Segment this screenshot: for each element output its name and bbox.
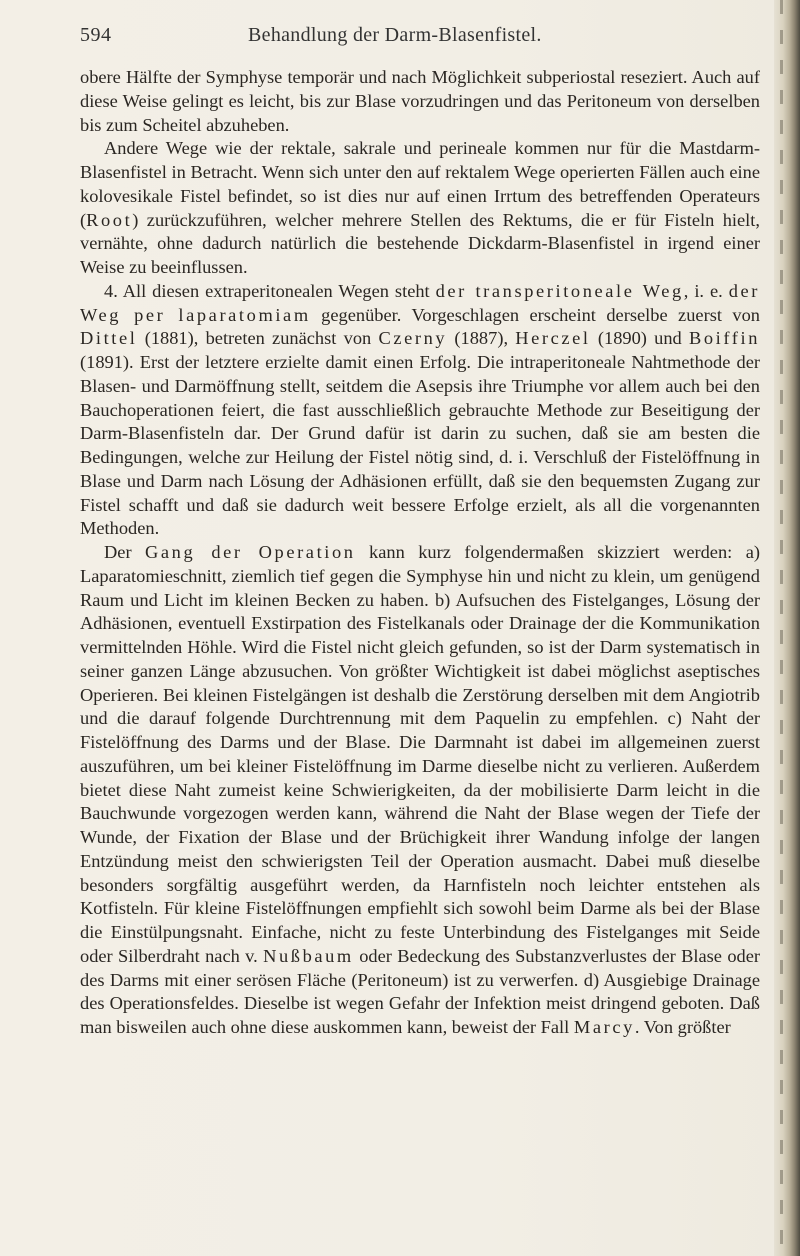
text-run: Der [104, 542, 146, 562]
page-number: 594 [80, 24, 112, 46]
spaced-name: Boiffin [689, 328, 760, 349]
text-run: (1890) und [590, 328, 689, 349]
text-run: (1881), betreten zunächst von [137, 328, 379, 349]
text-run: obere Hälfte der Symphyse temporär und nach Möglichkeit subperiostal reseziert. Auch auf diese Weise gelingt es leicht, bis zur Blase vorzudringen und das Peritoneum von derselben bis zum Scheitel abzuheben. [80, 67, 760, 135]
paragraph-1 [80, 66, 760, 137]
text-run: oder Bedeckung des Substanzverlustes der Blase oder des Darms mit einer serösen Fläche (Peritoneum) ist zu verwerfen. d) Ausgiebige Drainage des Operationsfeldes. Dieselbe ist wegen Gefahr der Infektion meist dringend geboten. Daß man bisweilen auch ohne diese auskommen kann, beweist der Fall [80, 945, 760, 1037]
running-head: Behandlung der Darm-Blasenfistel. [248, 24, 542, 46]
spaced-name: Dittel [80, 328, 138, 349]
text-run: kann kurz folgendermaßen skizziert werden: a) Laparatomieschnitt, ziemlich tief gegen die Symphyse hin und nicht zu klein, um genügend Raum und Licht im kleinen Becken zu haben. b) Aufsuchen des Fistelganges, Lösung der Adhäsionen, eventuell Exstirpation des Fistelkanals oder Drainage der die Kommunikation vermittelnden Höhle. Wird die Fistel nicht gleich gefunden, so ist der Darm systematisch in seiner ganzen Länge abzusuchen. Von größter Wichtigkeit ist dabei möglichst aseptisches Operieren. Bei kleinen Fistelgängen ist deshalb die Zerstörung derselben mit dem Angiotrib und die darauf folgende Durchtrennung mit dem Paquelin zu empfehlen. c) Naht der Fistelöffnung des Darms und der Blase. Die Darmnaht ist dabei im allgemeinen zuerst auszuführen, um bei kleiner Fistelöffnung im Darme dieselbe nicht zu verlieren. Außerdem bietet diese Naht zumeist keine Schwierigkeiten, da der mobilisierte Darm leicht in die Bauchwunde vorgezogen werden kann, während die Naht der Blase wegen der Tiefe der Wunde, der Fixation der Blase und der Brüchigkeit ihrer Wandung infolge der langen Entzündung meist den schwierigsten Teil der Operation ausmacht. Dabei muß dieselbe besonders sorgfältig ausgeführt werden, da Harnfisteln noch leichter entstehen als Kotfisteln. Für kleine Fistelöffnungen empfiehlt sich sowohl beim Darme als bei der Blase die Einstülpungsnaht. Einfache, nicht zu feste Unterbindung des Fistelganges mit Seide oder Silberdraht nach v. [80, 542, 761, 966]
paragraph-2 [80, 137, 760, 280]
paragraph-3 [80, 280, 760, 541]
spaced-name: der transperitoneale Weg [435, 280, 684, 301]
text-run: . Von größter [634, 1017, 731, 1037]
spaced-name: Gang der Operation [145, 542, 356, 562]
page-header [80, 24, 760, 52]
spaced-name: Nußbaum [263, 945, 354, 966]
text-run: (1891). Erst der letztere erzielte damit einen Erfolg. Die intraperitoneale Nahtmethode der Blasen- und Darmöffnung stellt, seitdem die Asepsis ihre Triumphe vor allem auch bei den Bauchoperationen feiert, die fast ausschließlich gebrauchte Methode zur Beseitigung der Darm-Blasenfisteln dar. Der Grund dafür ist darin zu suchen, daß sie am besten die Bedingungen, welche zur Heilung der Fistel nötig sind, d. i. Verschluß der Fistelöffnung in Blase und Darm nach Lösung der Adhäsionen erfüllt, daß sie den bequemsten Zugang zur Fistel schafft und daß sie dadurch weit bessere Erfolge erzielt, als all die vorgenannten Methoden. [80, 352, 760, 539]
spaced-name: Root [86, 209, 133, 230]
spaced-name: Herczel [515, 328, 591, 349]
text-run: Andere Wege wie der rektale, sakrale und perineale kommen nur für die Mastdarm-Blasenfistel in Betracht. Wenn sich unter den auf rektalem Wege operierten Fällen auch eine kolovesikale Fistel befindet, so ist dies nur auf einen Irrtum des betreffenden Operateurs ( [80, 138, 760, 230]
spaced-name: der Weg per laparatomiam [80, 280, 760, 325]
text-run: (1887), [447, 328, 516, 349]
spaced-name: Marcy [573, 1017, 635, 1037]
text-run: 4. All diesen extraperitonealen Wegen steht [104, 280, 436, 301]
text-run: ) zurückzuführen, welcher mehrere Stellen des Rektums, die er für Fisteln hielt, vernähte, ohne dadurch natürlich die bestehende Dickdarm-Blasenfistel in irgend einer Weise zu beeinflussen. [80, 209, 760, 277]
book-binding-edge [774, 0, 800, 1256]
spaced-name: Czerny [378, 328, 448, 349]
paragraph-4 [80, 541, 760, 1040]
text-run: , i. e. [683, 280, 729, 301]
text-run: gegenüber. Vorgeschlagen erscheint derselbe zuerst von [310, 304, 760, 325]
body-text [80, 66, 760, 1040]
